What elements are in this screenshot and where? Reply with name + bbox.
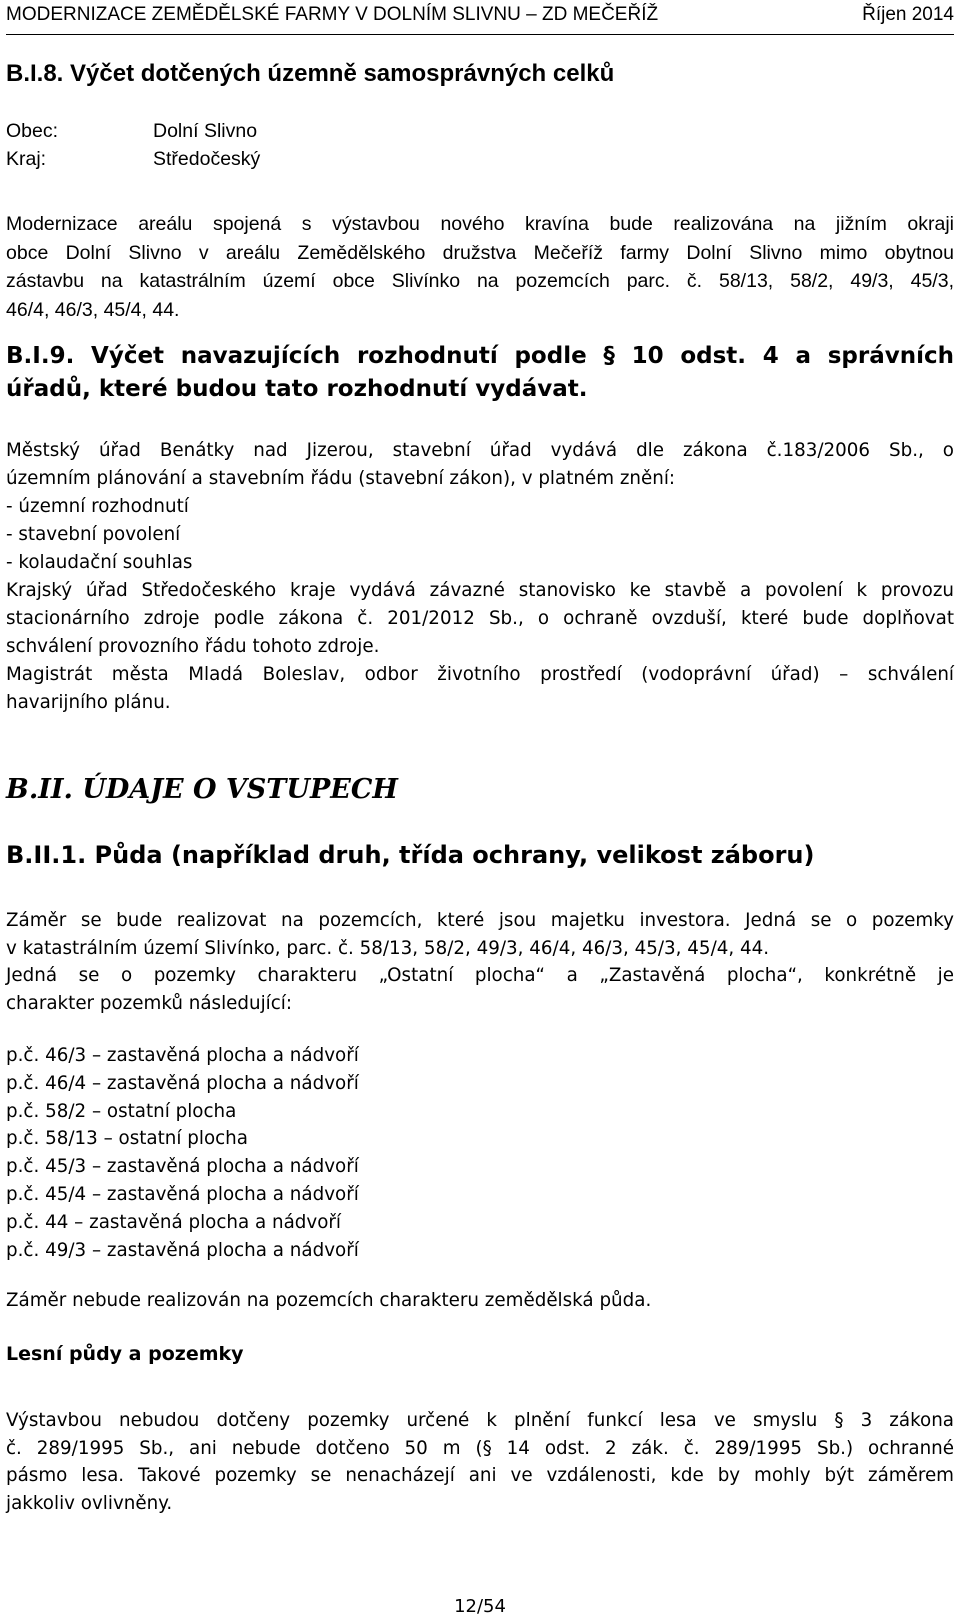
- paragraph-line: Modernizace areálu spojená s výstavbou nového kravína bude realizována na jižním okraji: [6, 213, 954, 235]
- text-line: charakter pozemků následující:: [6, 992, 293, 1014]
- text-line: jakkoliv ovlivněny.: [6, 1492, 173, 1514]
- section-title: Výčet dotčených územně samosprávných celků: [70, 60, 615, 87]
- parcel-list: [6, 1042, 359, 1264]
- header-title: MODERNIZACE ZEMĚDĚLSKÉ FARMY V DOLNÍM SLIVNU – ZD MEČEŘÍŽ: [6, 4, 659, 25]
- text-line: Magistrát města Mladá Boleslav, odbor životního prostředí (vodoprávní úřad) – schválení: [6, 664, 954, 685]
- section-b-ii-heading: B.II. ÚDAJE O VSTUPECH: [6, 774, 398, 805]
- forest-land-heading: Lesní půdy a pozemky: [6, 1343, 244, 1365]
- text-line: stacionárního zdroje podle zákona č. 201/2012 Sb., o ochraně ovzduší, které bude doplňovat: [6, 608, 954, 629]
- list-item: p.č. 58/2 – ostatní plocha: [6, 1100, 237, 1122]
- header-date: Říjen 2014: [862, 4, 954, 25]
- text-line: pásmo lesa. Takové pozemky se nenacházejí ani ve vzdálenosti, kde by mohly být záměrem: [6, 1465, 954, 1486]
- text-line: č. 289/1995 Sb., ani nebude dotčeno 50 m (§ 14 odst. 2 zák. č. 289/1995 Sb.) ochranné: [6, 1437, 954, 1459]
- forest-paragraph: [6, 1407, 954, 1517]
- section-b-i-9-heading: [6, 340, 954, 406]
- text-line: v katastrálním území Slivínko, parc. č. 58/13, 58/2, 49/3, 46/4, 46/3, 45/3, 45/4, 44.: [6, 937, 770, 959]
- list-item: p.č. 45/3 – zastavěná plocha a nádvoří: [6, 1156, 359, 1178]
- text-line: - územní rozhodnutí: [6, 496, 189, 517]
- kraj-value: Středočeský: [153, 148, 261, 170]
- location-paragraph: [6, 210, 954, 324]
- paragraph-line: obce Dolní Slivno v areálu Zemědělského družstva Mečeříž farmy Dolní Slivno mimo obytnou: [6, 241, 954, 264]
- text-line: schválení provozního řádu tohoto zdroje.: [6, 636, 380, 657]
- obec-value: Dolní Slivno: [153, 120, 258, 142]
- obec-label: Obec:: [6, 120, 59, 142]
- land-intro-paragraph: [6, 907, 954, 1017]
- list-item: p.č. 46/4 – zastavěná plocha a nádvoří: [6, 1072, 359, 1094]
- list-item: p.č. 46/3 – zastavěná plocha a nádvoří: [6, 1045, 359, 1066]
- text-line: Výstavbou nebudou dotčeny pozemky určené k plnění funkcí lesa ve smyslu § 3 zákona: [6, 1410, 954, 1431]
- text-line: územním plánování a stavebním řádu (stavební zákon), v platném znění:: [6, 468, 676, 489]
- list-item: p.č. 45/4 – zastavěná plocha a nádvoří: [6, 1183, 359, 1205]
- page-number: 12/54: [454, 1596, 506, 1617]
- page-header: [6, 0, 954, 35]
- agricultural-land-note: Záměr nebude realizován na pozemcích charakteru zemědělská půda.: [6, 1290, 652, 1311]
- section-number: B.I.8.: [6, 60, 64, 87]
- text-line: Jedná se o pozemky charakteru „Ostatní plocha“ a „Zastavěná plocha“, konkrétně je: [6, 965, 954, 986]
- text-line: - stavební povolení: [6, 524, 181, 545]
- kraj-label: Kraj:: [6, 148, 47, 170]
- section-b-ii-1-heading: B.II.1. Půda (například druh, třída ochrany, velikost záboru): [6, 841, 815, 869]
- heading-line: B.I.9. Výčet navazujících rozhodnutí podle § 10 odst. 4 a správních: [6, 343, 954, 369]
- list-item: p.č. 49/3 – zastavěná plocha a nádvoří: [6, 1239, 359, 1261]
- list-item: p.č. 44 – zastavěná plocha a nádvoří: [6, 1211, 341, 1233]
- text-line: havarijního plánu.: [6, 692, 171, 713]
- paragraph-line: 46/4, 46/3, 45/4, 44.: [6, 298, 180, 321]
- text-line: Krajský úřad Středočeského kraje vydává závazné stanovisko ke stavbě a povolení k provozu: [6, 580, 954, 601]
- text-line: Záměr se bude realizovat na pozemcích, které jsou majetku investora. Jedná se o pozemky: [6, 910, 954, 931]
- text-line: - kolaudační souhlas: [6, 552, 193, 573]
- text-line: Městský úřad Benátky nad Jizerou, stavební úřad vydává dle zákona č.183/2006 Sb., o: [6, 440, 954, 461]
- heading-line: úřadů, které budou tato rozhodnutí vydávat.: [6, 376, 588, 402]
- paragraph-line: zástavbu na katastrálním území obce Slivínko na pozemcích parc. č. 58/13, 58/2, 49/3, 45/3,: [6, 270, 954, 292]
- obec-row: [6, 120, 257, 143]
- section-b-i-8-heading: [6, 60, 614, 88]
- authorities-paragraph: [6, 437, 954, 717]
- kraj-row: [6, 148, 260, 171]
- list-item: p.č. 58/13 – ostatní plocha: [6, 1128, 248, 1150]
